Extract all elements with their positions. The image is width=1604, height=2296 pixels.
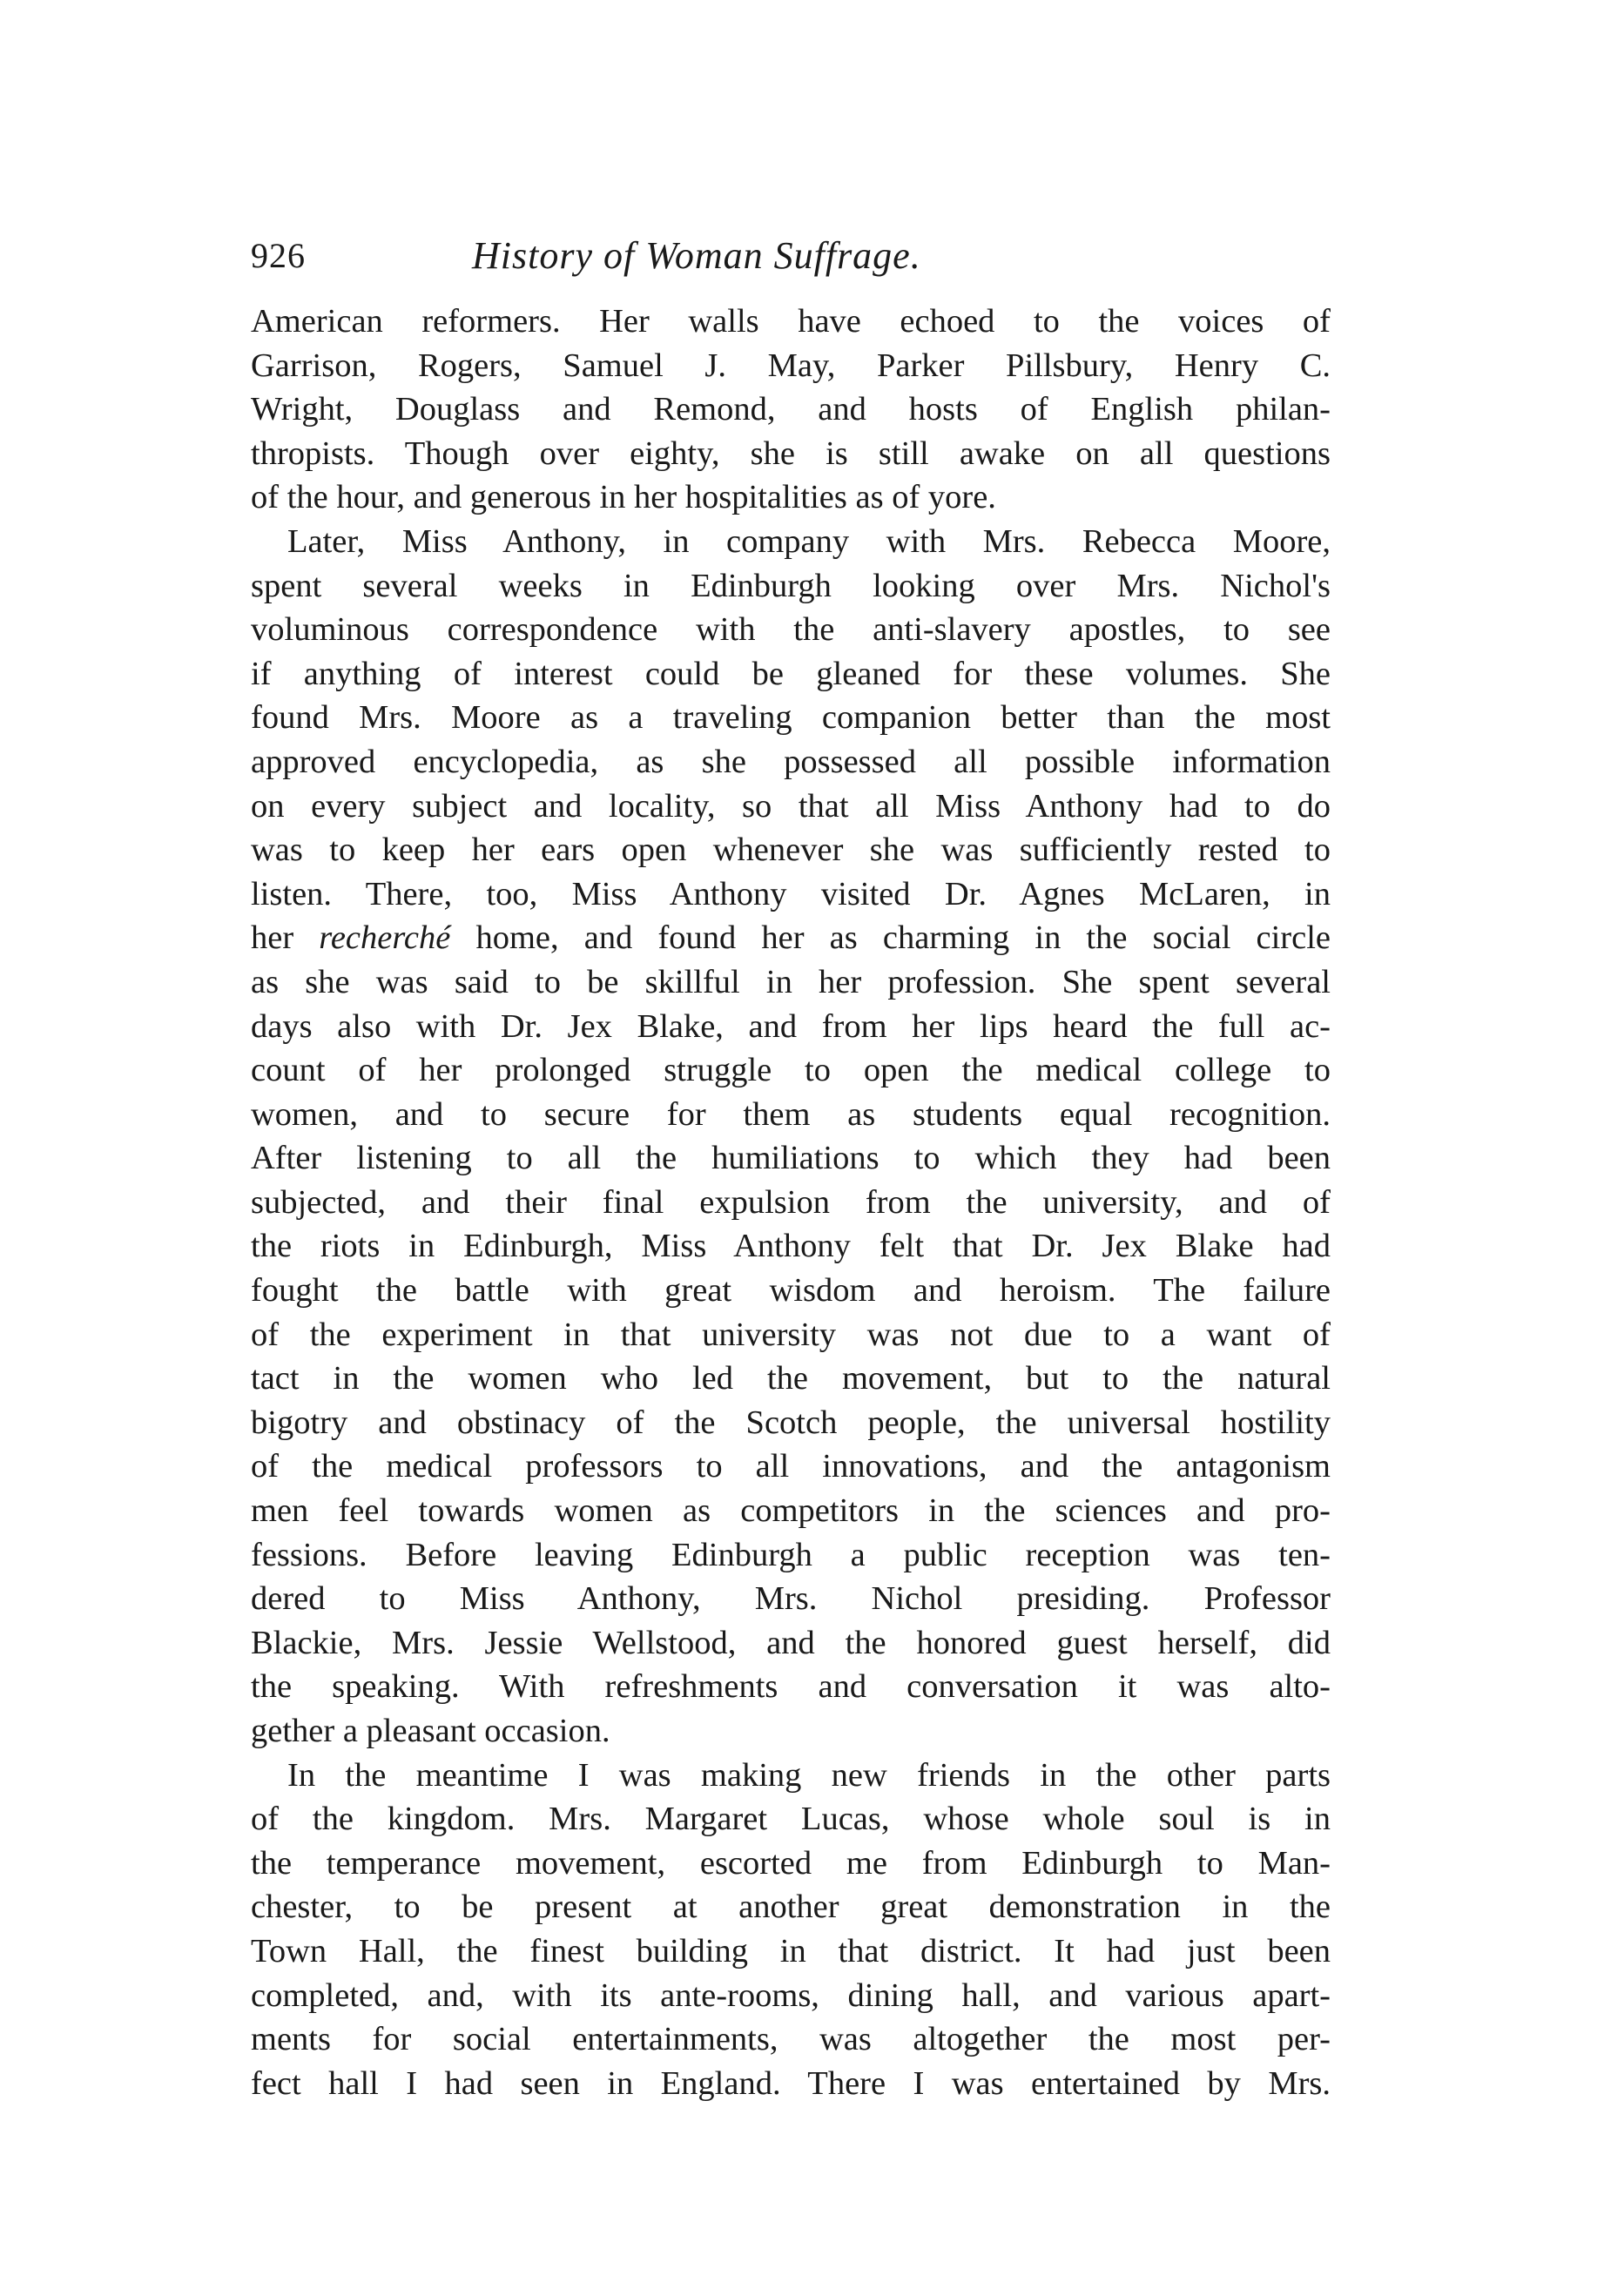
text-line: American reformers. Her walls have echoed to the voices of: [251, 303, 1331, 340]
text-line: After listening to all the humiliations to which they had been: [251, 1140, 1331, 1177]
text-line: dered to Miss Anthony, Mrs. Nichol presiding. Professor: [251, 1580, 1331, 1618]
text-line: fect hall I had seen in England. There I was entertained by Mrs.: [251, 2064, 1331, 2102]
text-line: completed, and, with its ante-rooms, dining hall, and various apart-: [251, 1976, 1331, 2014]
text-line: her recherché home, and found her as charming in the social circle: [251, 919, 1331, 957]
text-line: bigotry and obstinacy of the Scotch people, the universal hostility: [251, 1404, 1331, 1441]
text-line: on every subject and locality, so that all Miss Anthony had to do: [251, 787, 1331, 825]
body-text: [251, 300, 1331, 2105]
text-line: approved encyclopedia, as she possessed all possible information: [251, 743, 1331, 780]
text-line: Blackie, Mrs. Jessie Wellstood, and the honored guest herself, did: [251, 1624, 1331, 1661]
text-line: listen. There, too, Miss Anthony visited Dr. Agnes McLaren, in: [251, 875, 1331, 912]
page-number: 926: [251, 236, 306, 275]
text-line: subjected, and their final expulsion from the university, and of: [251, 1183, 1331, 1221]
text-line: of the hour, and generous in her hospitalities as of yore.: [251, 479, 996, 516]
text-line: of the kingdom. Mrs. Margaret Lucas, whose whole soul is in: [251, 1801, 1331, 1838]
text-line: Garrison, Rogers, Samuel J. May, Parker Pillsbury, Henry C.: [251, 347, 1331, 384]
text-line: Later, Miss Anthony, in company with Mrs. Rebecca Moore,: [287, 522, 1331, 560]
text-line: found Mrs. Moore as a traveling companion better than the most: [251, 699, 1331, 737]
text-line: women, and to secure for them as students equal recognition.: [251, 1095, 1331, 1133]
text-line: fessions. Before leaving Edinburgh a public reception was ten-: [251, 1536, 1331, 1573]
page-header: [251, 228, 1331, 284]
foreign-word: recherché: [319, 919, 451, 957]
text-line: was to keep her ears open whenever she was sufficiently rested to: [251, 832, 1331, 869]
text-line: tact in the women who led the movement, but to the natural: [251, 1360, 1331, 1397]
text-line: voluminous correspondence with the anti-slavery apostles, to see: [251, 611, 1331, 649]
text-line: count of her prolonged struggle to open the medical college to: [251, 1052, 1331, 1089]
text-line: as she was said to be skillful in her profession. She spent several: [251, 963, 1331, 1000]
text-line: In the meantime I was making new friends in the other parts: [287, 1756, 1331, 1794]
text-line: men feel towards women as competitors in the sciences and pro-: [251, 1492, 1331, 1530]
text-line: fought the battle with great wisdom and heroism. The failure: [251, 1272, 1331, 1310]
text-line: gether a pleasant occasion.: [251, 1713, 610, 1749]
text-line: spent several weeks in Edinburgh looking over Mrs. Nichol's: [251, 567, 1331, 604]
text-line: thropists. Though over eighty, she is still awake on all questions: [251, 434, 1331, 472]
text-line: Wright, Douglass and Remond, and hosts of English philan-: [251, 391, 1331, 428]
text-line: chester, to be present at another great demonstration in the: [251, 1889, 1331, 1926]
text-line: the riots in Edinburgh, Miss Anthony felt that Dr. Jex Blake had: [251, 1228, 1331, 1265]
text-line: days also with Dr. Jex Blake, and from her lips heard the full ac-: [251, 1007, 1331, 1045]
running-title: History of Woman Suffrage.: [472, 234, 921, 277]
text-line: the temperance movement, escorted me from Edinburgh to Man-: [251, 1844, 1331, 1882]
text-line: of the experiment in that university was not due to a want of: [251, 1316, 1331, 1353]
text-line: ments for social entertainments, was altogether the most per-: [251, 2021, 1331, 2058]
text-line: of the medical professors to all innovations, and the antagonism: [251, 1448, 1331, 1485]
text-line: the speaking. With refreshments and conversation it was alto-: [251, 1668, 1331, 1706]
text-line: if anything of interest could be gleaned for these volumes. She: [251, 655, 1331, 692]
text-line: Town Hall, the finest building in that district. It had just been: [251, 1932, 1331, 1969]
